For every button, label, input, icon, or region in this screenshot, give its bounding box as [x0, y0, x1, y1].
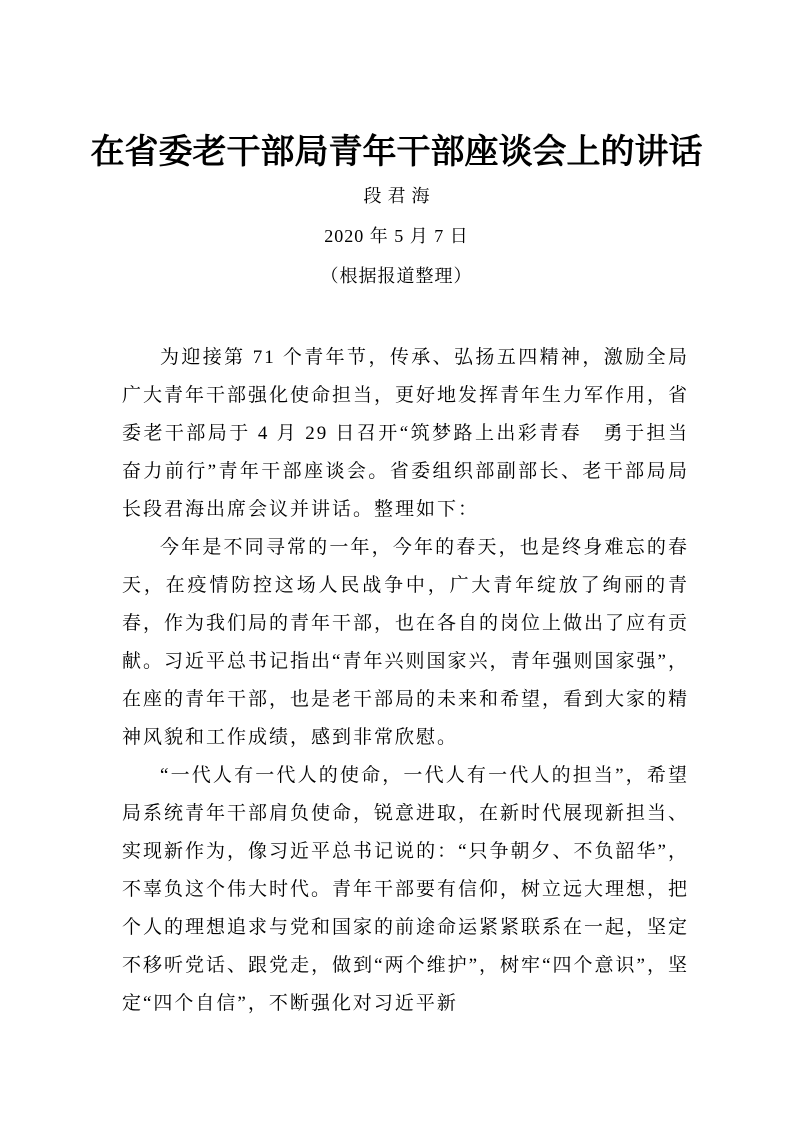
document-body [122, 339, 689, 1023]
date-line: 2020 年 5 月 7 日 [324, 226, 469, 246]
author-byline: 段君海 [363, 186, 436, 206]
paragraph-speech-2: “一代人有一代人的使命，一代人有一代人的担当”，希望局系统青年干部肩负使命，锐意进取，在新时代展现新担当、实现新作为，像习近平总书记说的：“只争朝夕、不负韶华”，不辜负这个伟大时代。青年干部要有信仰，树立远大理想，把个人的理想追求与党和国家的前途命运紧紧联系在一起，坚定不移听党话、跟党走，做到“两个维护”，树牢“四个意识”，坚定“四个自信”，不断强化对习近平新 [122, 765, 690, 1014]
source-note: （根据报道整理） [320, 266, 473, 286]
document-title: 在省委老干部局青年干部座谈会上的讲话 [90, 134, 703, 171]
paragraph-intro: 为迎接第 71 个青年节，传承、弘扬五四精神，激励全局广大青年干部强化使命担当，更好地发挥青年生力军作用，省委老干部局于 4 月 29 日召开“筑梦路上出彩青春 勇于担当奋力前行”青年干部座谈会。省委组织部副部长、老干部局局长段君海出席会议并讲话。整理如下： [122, 347, 690, 520]
paragraph-speech-1: 今年是不同寻常的一年，今年的春天，也是终身难忘的春天，在疫情防控这场人民战争中，广大青年绽放了绚丽的青春，作为我们局的青年干部，也在各自的岗位上做出了应有贡献。习近平总书记指出“青年兴则国家兴，青年强则国家强”，在座的青年干部，也是老干部局的未来和希望，看到大家的精神风貌和工作成绩，感到非常欣慰。 [122, 537, 690, 748]
